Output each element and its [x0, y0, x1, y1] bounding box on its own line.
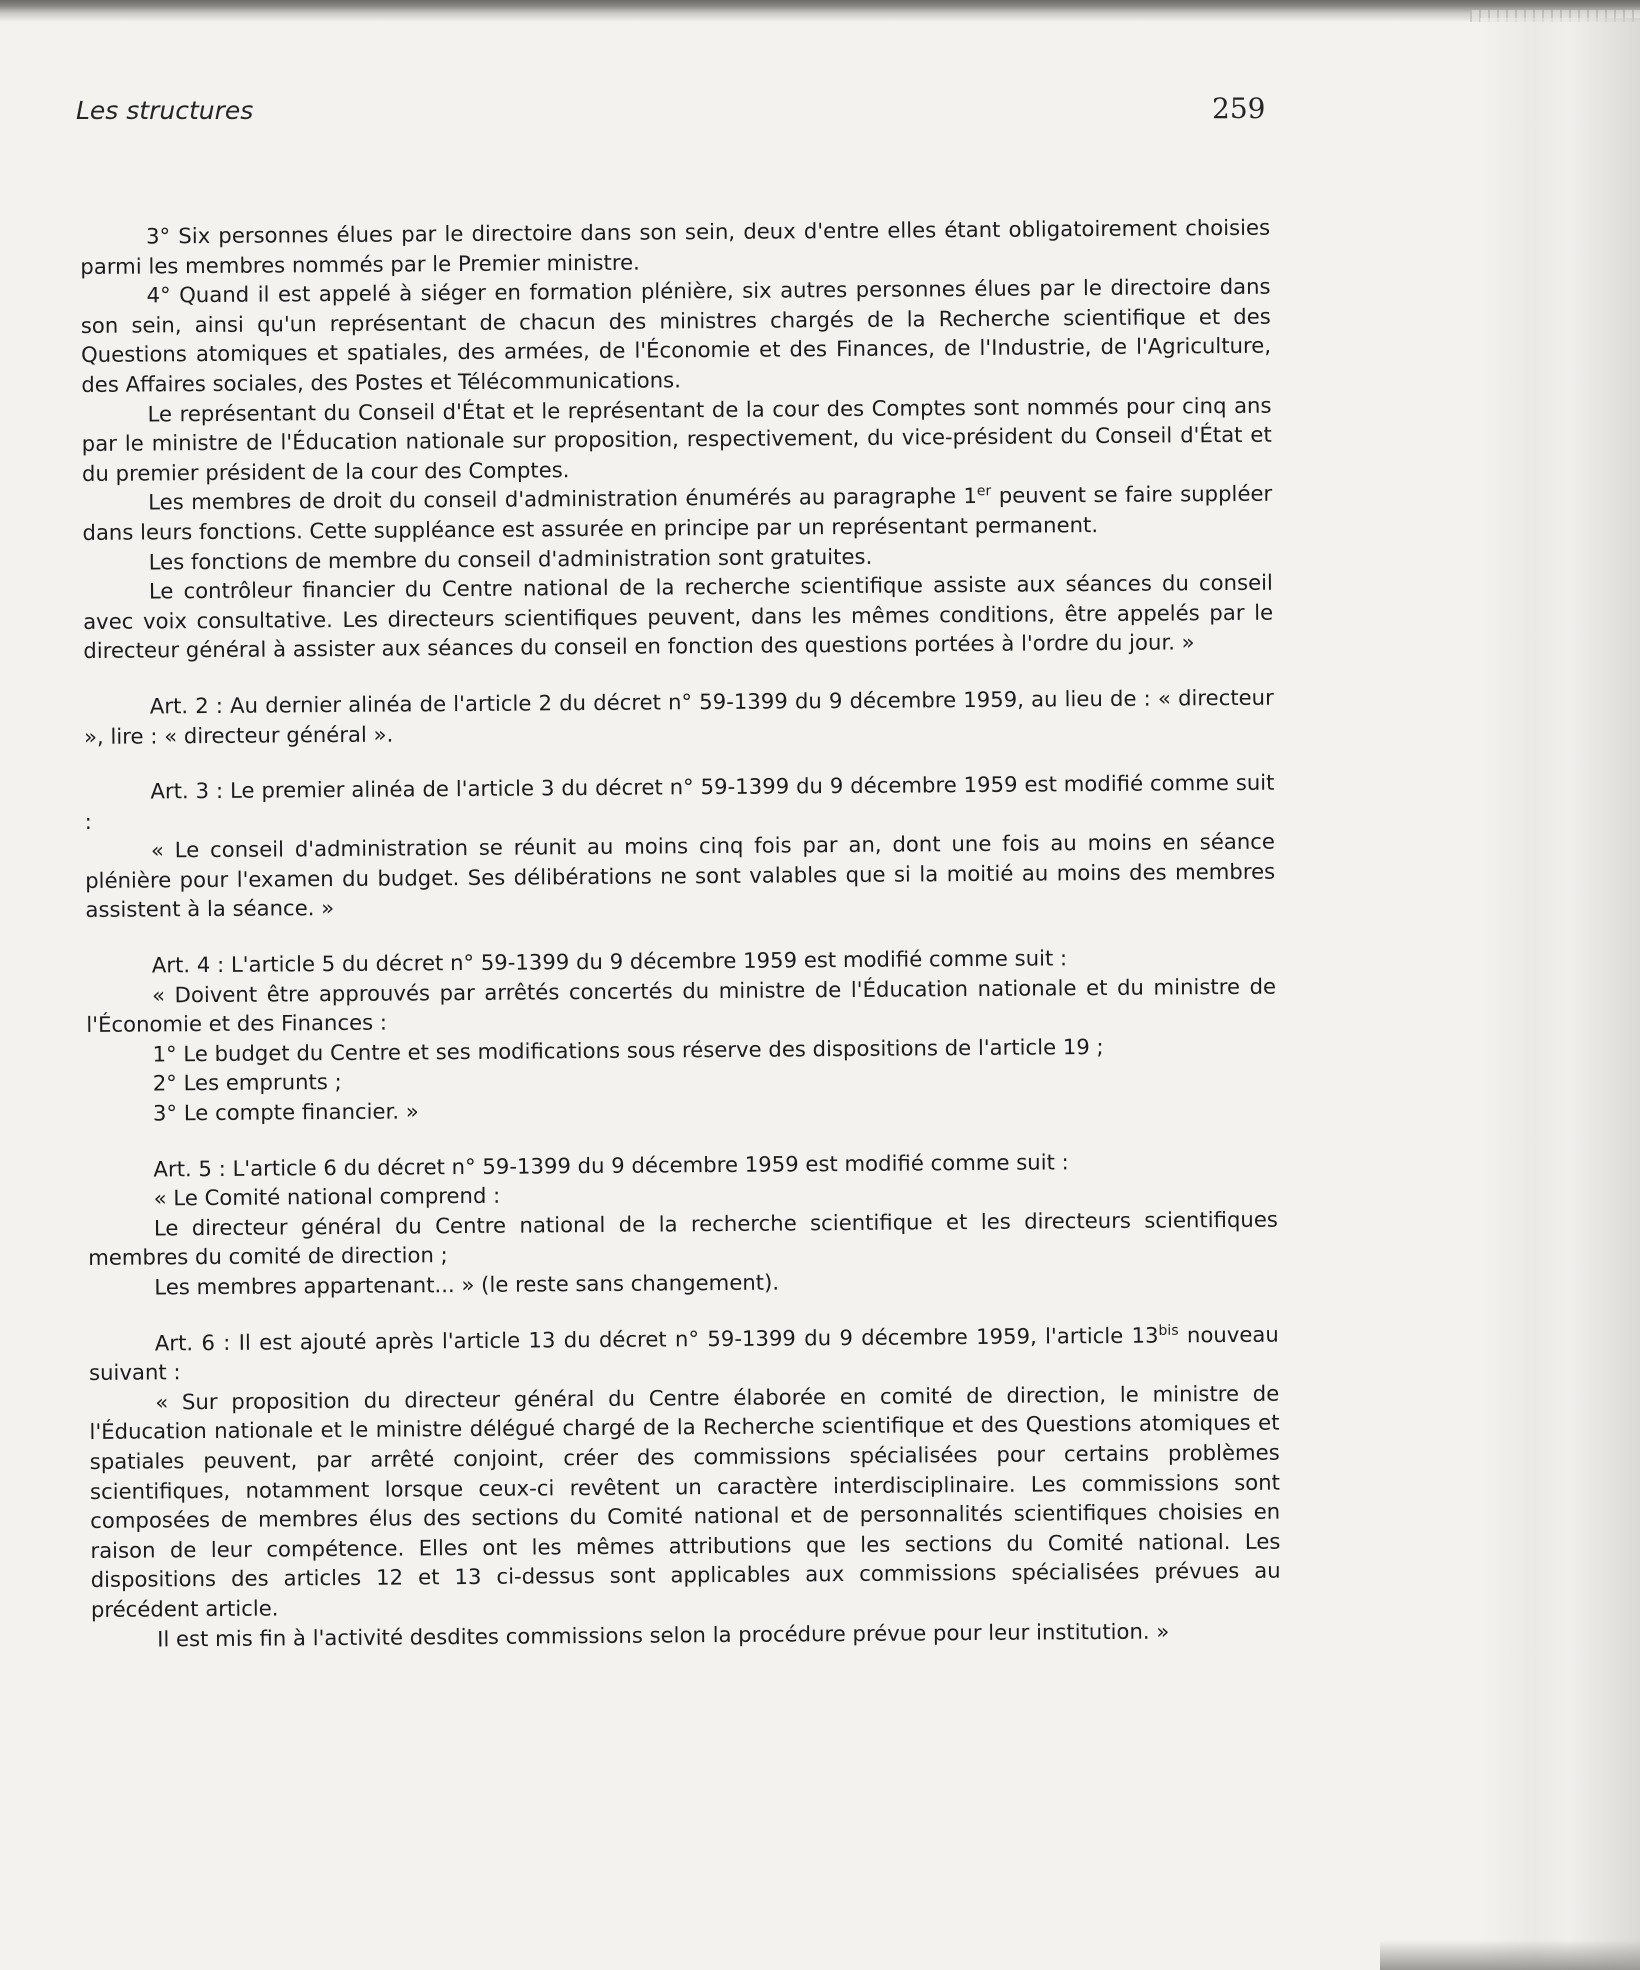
- article-3: Art. 3 : Le premier alinéa de l'article 3 du décret n° 59-1399 du 9 décembre 1959 est modifié comme suit :: [84, 769, 1275, 834]
- page-top-shadow: [0, 0, 1640, 22]
- superscript: er: [976, 483, 992, 500]
- paragraph: « Sur proposition du directeur général du Centre élaborée en comité de direction, le ministre de l'Éducation nationale et le ministre délégué chargé de la Recherche scientifique et des Questions atomiques et spatiales peuvent, par arrêté conjoint, créer des commissions spécialisées pour certains problèmes scientifiques, notamment lorsque ceux-ci revêtent un caractère interdisciplinaire. Les commissions sont composées de membres élus des sections du Comité national et de personnalités scientifiques choisies en raison de leur compétence. Elles ont les mêmes attributions que les sections du Comité national. Les dispositions des articles 12 et 13 ci-dessus sont applicables aux commissions spécialisées prévues au précédent article.: [89, 1380, 1281, 1622]
- superscript: bis: [1158, 1322, 1179, 1339]
- page-number: 259: [1212, 92, 1266, 125]
- paragraph: Le contrôleur financier du Centre national de la recherche scientifique assiste aux séances du conseil avec voix consultative. Les directeurs scientifiques peuvent, dans les mêmes conditions, être appelés par le directeur général à assister aux séances du conseil en fonction des questions portées à l'ordre du jour. »: [83, 569, 1274, 664]
- list-item: 2° Les emprunts ;: [152, 1069, 342, 1096]
- page-right-edge: [1480, 18, 1640, 1970]
- paragraph: Le directeur général du Centre national de la recherche scientifique et les directeurs scientifiques membres du comité de direction ;: [88, 1206, 1278, 1271]
- page-bottom-shadow: [1380, 1940, 1640, 1970]
- paragraph: « Doivent être approuvés par arrêtés concertés du ministre de l'Éducation nationale et du ministre de l'Économie et des Finances :: [86, 973, 1277, 1038]
- paragraph: Les membres de droit du conseil d'administration énumérés au paragraphe 1er peuvent se faire suppléer dans leurs fonctions. Cette suppléance est assurée en principe par un représentant permanent.: [82, 480, 1273, 545]
- paragraph: Les fonctions de membre du conseil d'administration sont gratuites.: [148, 543, 873, 575]
- paragraph: 4° Quand il est appelé à siéger en formation plénière, six autres personnes élues par le directoire dans son sein, ainsi qu'un représentant de chacun des ministres chargés de la Recherche scientifique et des Questions atomiques et spatiales, des armées, de l'Économie et des Finances, de l'Industrie, de l'Agriculture, des Affaires sociales, des Postes et Télécommunications.: [80, 273, 1272, 397]
- paragraph: Il est mis fin à l'activité desdites commissions selon la procédure prévue pour leur institution. »: [157, 1618, 1170, 1651]
- paragraph: Le représentant du Conseil d'État et le représentant de la cour des Comptes sont nommés pour cinq ans par le ministre de l'Éducation nationale sur proposition, respectivement, du vice-président du Conseil d'État et du premier président de la cour des Comptes.: [81, 392, 1272, 486]
- article-2: Art. 2 : Au dernier alinéa de l'article 2 du décret n° 59-1399 du 9 décembre 1959, au lieu de : « directeur », lire : « directeur général ».: [83, 684, 1274, 749]
- list-item: 1° Le budget du Centre et ses modifications sous réserve des dispositions de l'article 19 ;: [152, 1033, 1104, 1067]
- article-4: Art. 4 : L'article 5 du décret n° 59-1399 du 9 décembre 1959 est modifié comme suit :: [151, 945, 1068, 978]
- list-item: 3° Le compte financier. »: [152, 1098, 419, 1126]
- article-6: Art. 6 : Il est ajouté après l'article 13 du décret n° 59-1399 du 9 décembre 1959, l'article $13^{bis}$ nouveau suivant :: [88, 1321, 1279, 1386]
- paragraph: « Le Comité national comprend :: [153, 1182, 501, 1211]
- article-5: Art. 5 : L'article 6 du décret n° 59-1399 du 9 décembre 1959 est modifié comme suit :: [153, 1148, 1069, 1182]
- body-text: [80, 213, 1281, 1654]
- paragraph: « Le conseil d'administration se réunit au moins cinq fois par an, dont une fois au moins en séance plénière pour l'examen du budget. Ses délibérations ne sont valables que si la moitié au moins des membres assistent à la séance. »: [85, 828, 1276, 923]
- paragraph: Les membres appartenant... » (le reste sans changement).: [154, 1269, 780, 1300]
- paragraph: 3° Six personnes élues par le directoire dans son sein, deux d'entre elles étant obligatoirement choisies parmi les membres nommés par le Premier ministre.: [80, 214, 1271, 279]
- running-title: Les structures: [76, 96, 254, 125]
